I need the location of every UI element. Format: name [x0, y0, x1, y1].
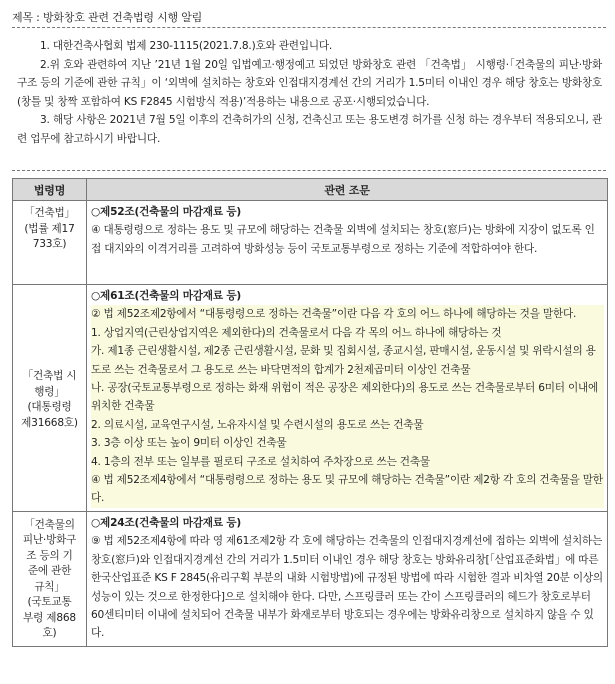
law-name-line: 「건축법」 — [24, 207, 75, 219]
law-name-line: 호) — [42, 627, 57, 640]
dashed-divider-bottom — [12, 170, 606, 171]
law-name-line: 「건축법 시 — [22, 370, 77, 383]
law-name-line: 피난·방화구 — [22, 534, 77, 547]
provision-text: ④ 대통령령으로 정하는 용도 및 규모에 해당하는 건축물 외벽에 설치되는 창호(窓戶)는 방화에 지장이 없도록 인접 대지와의 이격거리를 고려하여 방화성능 등이 국토교통부령으로 정하는 기준에 적합하여야 한다. — [91, 224, 595, 255]
law-name-line: 행령」 — [34, 385, 65, 398]
law-name-line: 규칙」 — [34, 580, 65, 593]
dashed-divider-top — [12, 27, 606, 28]
law-name-line: 제31668호) — [21, 416, 78, 429]
provision-text: ⑨ 법 제52조제4항에 따라 영 제61조제2항 각 호에 해당하는 건축물의 인접대지경계선에 접하는 외벽에 설치하는 창호(窓戶)와 인접대지경계선 간의 거리가 1.5미터 이내인 경우 해당 창호는 방화유리창[「산업표준화법」에 따른 한국산업표준 KS F 2845(유리구획 부분의 내화 시험방법)에 규정된 방법에 따라 시험한 결과 비차열 20분 이상의 성능이 있는 것으로 한정한다]으로 설치해야 한다. 다만, 스프링클러 또는 간이 스프링클러의 헤드가 창호로부터 60센티미터 이내에 설치되어 건축물 내부가 화재로부터 방호되는 경우에는 방화유리창으로 설치하지 않을 수 있다. — [91, 535, 603, 640]
header-law-name: 법령명 — [13, 179, 87, 201]
table-row — [13, 285, 608, 512]
law-name-cell — [13, 511, 87, 646]
provision-cell — [87, 511, 608, 646]
provision-cell — [87, 285, 608, 512]
provision-text: 2. 의료시설, 교육연구시설, 노유자시설 및 수련시설의 용도로 쓰는 건축물 — [91, 416, 604, 434]
law-name-line: 부령 제868 — [23, 611, 76, 624]
document-title: 제목 : 방화창호 관련 건축법령 시행 알림 — [12, 11, 203, 24]
article-title: ○제52조(건축물의 마감재료 등) — [91, 206, 242, 218]
law-name-cell — [13, 201, 87, 285]
table-row — [13, 201, 608, 285]
provision-text: 나. 공장(국토교통부령으로 정하는 화재 위험이 적은 공장은 제외한다)의 용도로 쓰는 건축물로부터 6미터 이내에 위치한 건축물 — [91, 379, 604, 416]
provision-text: ② 법 제52조제2항에서 “대통령령으로 정하는 건축물”이란 다음 각 호의 어느 하나에 해당하는 것을 말한다. — [91, 305, 604, 323]
law-name-line: (국토교통 — [27, 596, 72, 609]
law-name-cell — [13, 285, 87, 512]
provision-cell — [87, 201, 608, 285]
law-table — [12, 178, 608, 647]
law-name-line: (대통령령 — [27, 401, 72, 414]
paragraph-1: 1. 대한건축사협회 법제 230-1115(2021.7.8.)호와 관련입니다. — [40, 40, 333, 52]
intro-paragraphs — [17, 37, 602, 148]
provision-text: 가. 제1종 근린생활시설, 제2종 근린생활시설, 문화 및 집회시설, 종교시설, 판매시설, 운동시설 및 위락시설의 용도로 쓰는 건축물로서 그 용도로 쓰는 바닥면적의 합계가 2천제곱미터 이상인 건축물 — [91, 342, 604, 379]
table-row — [13, 511, 608, 646]
provision-text: 3. 3층 이상 또는 높이 9미터 이상인 건축물 — [91, 434, 604, 452]
law-name-line: 「건축물의 — [24, 518, 75, 531]
law-name-line: 조 등의 기 — [26, 549, 73, 562]
header-provisions: 관련 조문 — [87, 179, 608, 201]
provision-text: ④ 법 제52조제4항에서 “대통령령으로 정하는 용도 및 규모에 해당하는 건축물”이란 제2항 각 호의 건축물을 말한다. — [91, 471, 604, 508]
article-title: ○제24조(건축물의 마감재료 등) — [91, 516, 242, 529]
provision-text: 4. 1층의 전부 또는 일부를 필로티 구조로 설치하여 주차장으로 쓰는 건축물 — [91, 453, 604, 471]
law-name-line: 733호) — [32, 238, 67, 250]
table-header-row — [13, 179, 608, 201]
article-title: ○제61조(건축물의 마감재료 등) — [91, 290, 242, 302]
law-name-line: (법률 제17 — [24, 222, 75, 235]
paragraph-2: 2.위 호와 관련하여 지난 ’21년 1월 20일 입법예고·행정예고 되었던 방화창호 관련 「건축법」 시행령·「건축물의 피난·방화구조 등의 기준에 관한 규칙」이 ‘외벽에 설치하는 창호와 인접대지경계선 간의 거리가 1.5미터 이내인 경우 해당 창호는 방화창호(창틀 및 창짝 포함하여 KS F2845 시험방식 적용)’적용하는 내용으로 공포·시행되었습니다. — [17, 58, 602, 108]
paragraph-3: 3. 해당 사항은 2021년 7월 5일 이후의 건축허가의 신청, 건축신고 또는 용도변경 허가를 신청 하는 경우부터 적용되오니, 관련 업무에 참고하시기 바랍니다. — [17, 114, 602, 145]
law-name-line: 준에 관한 — [27, 565, 72, 578]
provision-text: 1. 상업지역(근린상업지역은 제외한다)의 건축물로서 다음 각 목의 어느 하나에 해당하는 것 — [91, 324, 604, 342]
